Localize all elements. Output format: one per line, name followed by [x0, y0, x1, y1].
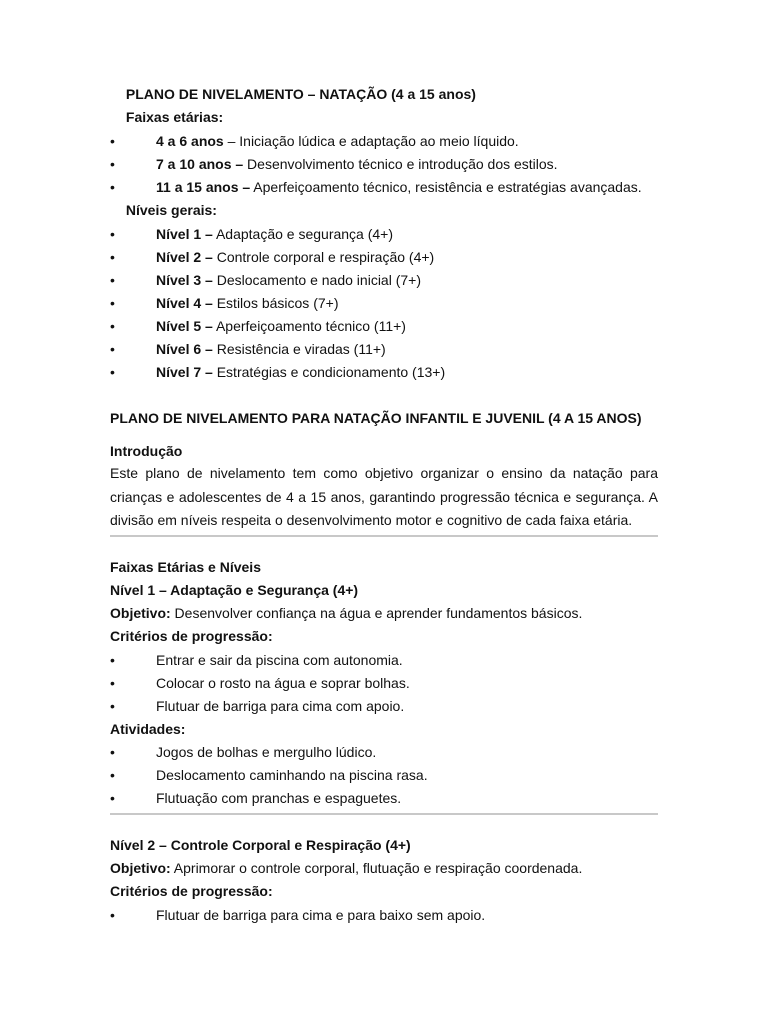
bullet-icon: • [110, 698, 115, 714]
levels-heading: Níveis gerais: [125, 202, 217, 218]
summary-title: PLANO DE NIVELAMENTO – NATAÇÃO (4 a 15 anos) [125, 86, 476, 102]
bullet-icon: • [110, 907, 115, 923]
bullet-icon: • [110, 767, 115, 783]
bullet-icon: • [110, 272, 115, 288]
bullet-icon: • [110, 341, 115, 357]
level1-objective: Objetivo: Desenvolver confiança na água e aprender fundamentos básicos. [110, 605, 583, 621]
level2-heading: Nível 2 – Controle Corporal e Respiração (4+) [110, 837, 411, 853]
document-page: PLANO DE NIVELAMENTO – NATAÇÃO (4 a 15 anos) Faixas etárias: • 4 a 6 anos – Iniciação lúdica e adaptação ao meio líquido. • 7 a 10 anos – Desenvolvimento técnico e introdução dos estilos. • 11 a 15 anos – Aperfeiçoamento técnico, resistência e estratégias avançadas. Níveis gerais: • Nível 1 – Adaptação e segurança (4+) • Nível 2 – Controle corporal e respiração (4+) • Nível 3 – Deslocamento e nado inicial (7+) • Nível 4 – Estilos básicos (7+) • Nível 5 – Aperfeiçoamento técnico (11+) • Nível 6 – Resistência e viradas (11+) • Nível 7 – Estratégias e condicionamento (13+) PLANO DE NIVELAMENTO PARA NATAÇÃO INFANTIL E JUVENIL (4 A 15 ANOS) Introdução Este plano de nivelamento tem como objetivo organizar o ensino da natação para crianças e adolescentes de 4 a 15 anos, garantindo progressão técnica e segurança. A divisão em níveis respeita o desenvolvimento motor e cognitivo de cada faixa etária. Faixas Etárias e Níveis Nível 1 – Adaptação e Segurança (4+) Objetivo: Desenvolver confiança na água e aprender fundamentos básicos. Critérios de progressão: • Entrar e sair da piscina com autonomia. • Colocar o rosto na água e soprar bolhas. • Flutuar de barriga para cima com apoio. Atividades: • Jogos de bolhas e mergulho lúdico. • Deslocamento caminhando na piscina rasa. • Flutuação com pranchas e espaguetes. Nível 2 – Controle Corporal e Respiração (4+) Objetivo: Aprimorar o controle corporal, flutuação e respiração coordenada. Critérios de progressão: • Flutuar de barriga para cima e para baixo sem apoio. [110, 86, 658, 923]
bullet-icon: • [110, 675, 115, 691]
section-heading: Faixas Etárias e Níveis [110, 559, 261, 575]
bullet-icon: • [110, 133, 115, 149]
bullet-icon: • [110, 179, 115, 195]
bullet-icon: • [110, 226, 115, 242]
divider [110, 813, 658, 815]
level2-criteria-heading: Critérios de progressão: [110, 883, 273, 899]
intro-line: Este plano de nivelamento tem como objetivo organizar o ensino da natação para [110, 465, 658, 481]
bullet-icon: • [110, 249, 115, 265]
level1-criteria-heading: Critérios de progressão: [110, 628, 273, 644]
level2-objective: Objetivo: Aprimorar o controle corporal, flutuação e respiração coordenada. [110, 860, 583, 876]
level1-activities-heading: Atividades: [110, 721, 186, 737]
age-heading: Faixas etárias: [125, 109, 224, 125]
level1-heading: Nível 1 – Adaptação e Segurança (4+) [110, 582, 359, 598]
bullet-icon: • [110, 790, 115, 806]
bullet-icon: • [110, 744, 115, 760]
intro-line: divisão em níveis respeita o desenvolvimento motor e cognitivo de cada faixa etária. [110, 512, 633, 528]
bullet-icon: • [110, 652, 115, 668]
bullet-icon: • [110, 295, 115, 311]
divider [110, 535, 658, 537]
bullet-icon: • [110, 156, 115, 172]
intro-heading: Introdução [110, 443, 183, 459]
bullet-icon: • [110, 318, 115, 334]
bullet-icon: • [110, 364, 115, 380]
main-title: PLANO DE NIVELAMENTO PARA NATAÇÃO INFANTIL E JUVENIL (4 A 15 ANOS) [110, 410, 642, 426]
intro-line: crianças e adolescentes de 4 a 15 anos, garantindo progressão técnica e segurança. A [110, 489, 658, 505]
